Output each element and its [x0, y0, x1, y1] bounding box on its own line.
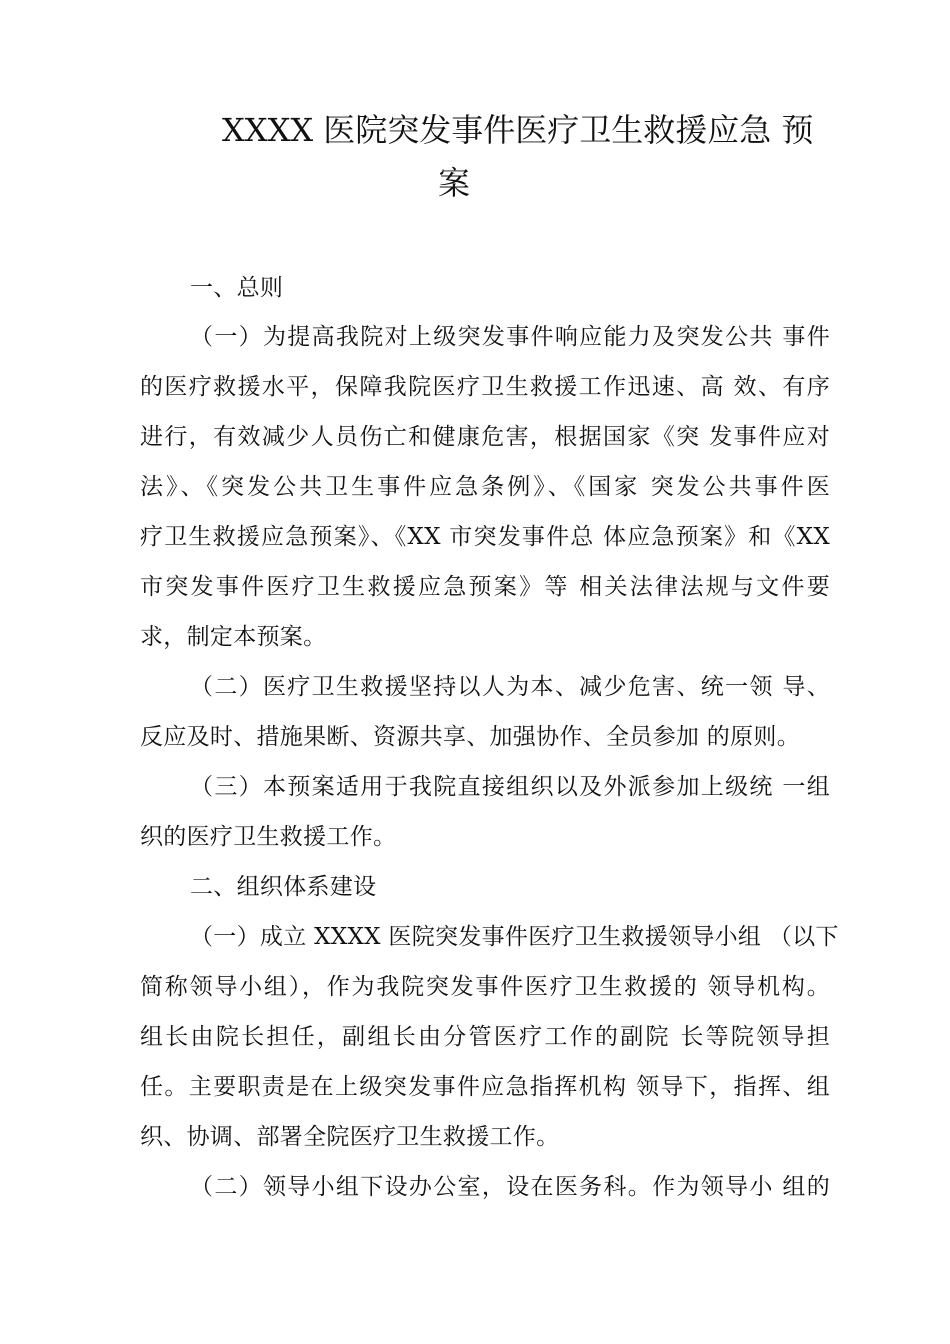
document-title-line-2: 案	[438, 164, 471, 202]
paragraph-line: 组长由院长担任，副组长由分管医疗工作的副院 长等院领导担	[140, 1024, 830, 1050]
section-heading-general: 一、总则	[190, 275, 284, 301]
paragraph-line: 疗卫生救援应急预案》、《XX 市突发事件总 体应急预案》和《XX	[140, 524, 830, 550]
paragraph-line: （二）医疗卫生救援坚持以人为本、减少危害、统一领 导、	[190, 674, 830, 700]
paragraph-line: 的医疗救援水平，保障我院医疗卫生救援工作迅速、高 效、有序	[140, 374, 830, 400]
paragraph-line: （一）成立 XXXX 医院突发事件医疗卫生救援领导小组 （以下	[190, 924, 839, 950]
paragraph-line: 市突发事件医疗卫生救援应急预案》等 相关法律法规与文件要	[140, 574, 830, 600]
paragraph-line: 法》、《突发公共卫生事件应急条例》、《国家 突发公共事件医	[140, 474, 830, 500]
paragraph-line: 求，制定本预案。	[140, 624, 327, 650]
document-title-line-1: XXXX 医院突发事件医疗卫生救援应急 预	[222, 111, 814, 149]
paragraph-line: 任。主要职责是在上级突发事件应急指挥机构 领导下，指挥、组	[140, 1074, 830, 1100]
section-heading-organization: 二、组织体系建设	[190, 874, 377, 900]
paragraph-line: 织、协调、部署全院医疗卫生救援工作。	[140, 1124, 560, 1150]
paragraph-line: 简称领导小组），作为我院突发事件医疗卫生救援的 领导机构。	[140, 974, 830, 1000]
paragraph-line: 织的医疗卫生救援工作。	[140, 824, 397, 850]
paragraph-line: 进行，有效减少人员伤亡和健康危害，根据国家《突 发事件应对	[140, 424, 830, 450]
paragraph-line: 反应及时、措施果断、资源共享、加强协作、全员参加 的原则。	[140, 724, 801, 750]
paragraph-line: （二）领导小组下设办公室，设在医务科。作为领导小 组的	[190, 1174, 830, 1200]
paragraph-line: （三）本预案适用于我院直接组织以及外派参加上级统 一组	[190, 774, 830, 800]
paragraph-line: （一）为提高我院对上级突发事件响应能力及突发公共 事件	[190, 324, 830, 350]
